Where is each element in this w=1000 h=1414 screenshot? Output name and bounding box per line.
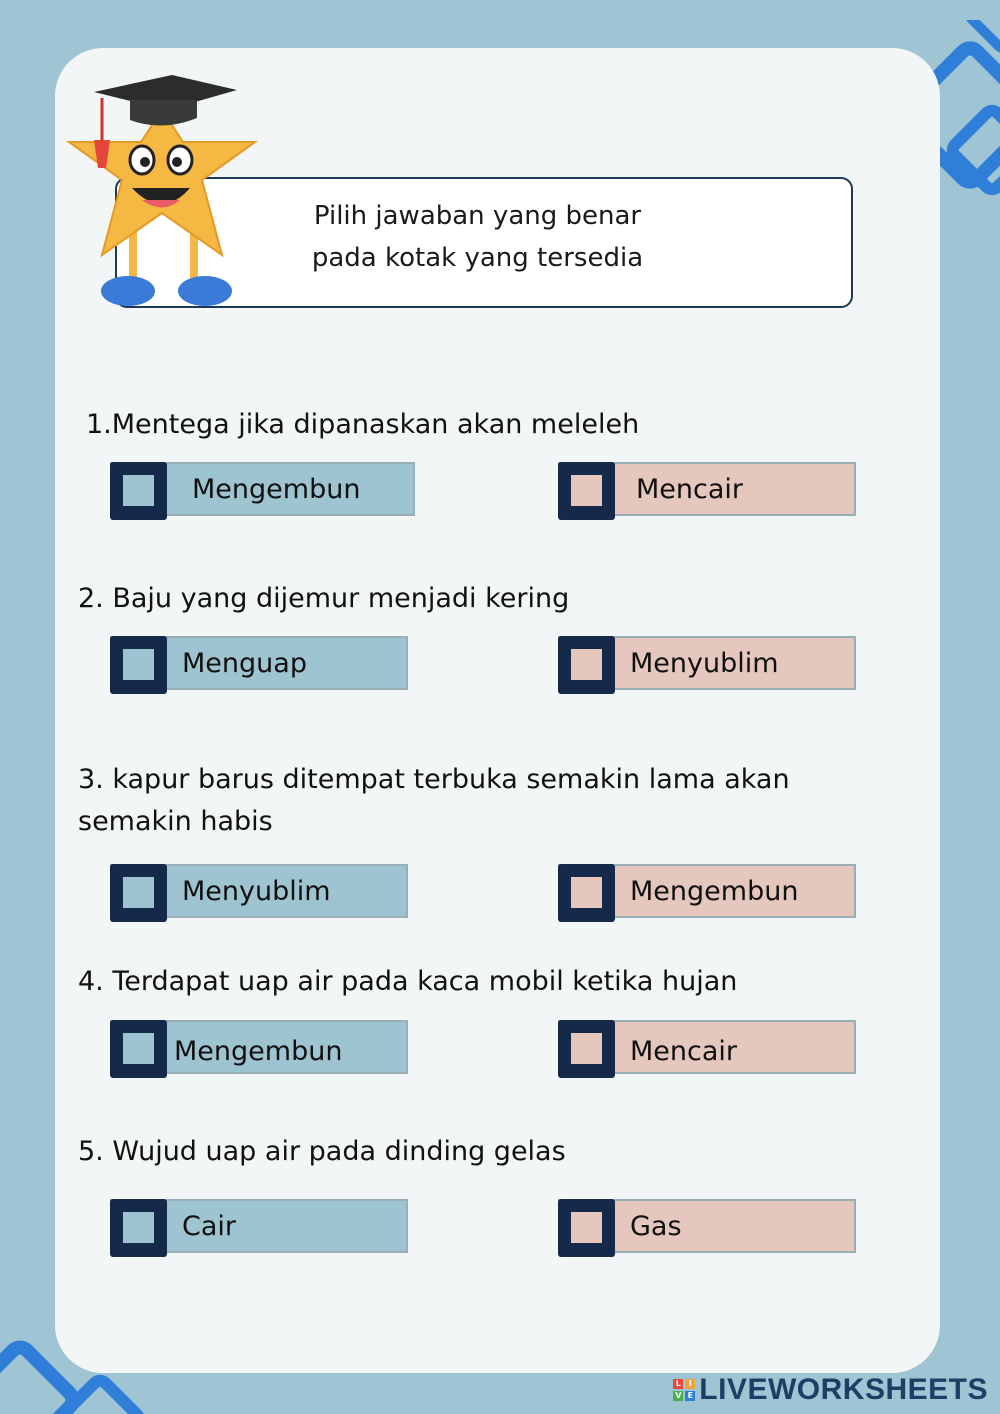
question-3-line-2: semakin habis xyxy=(78,806,273,837)
checkbox[interactable] xyxy=(558,1199,615,1257)
checkbox[interactable] xyxy=(110,864,167,922)
option-label: Mengembun xyxy=(174,1036,343,1067)
question-1-text: 1.Mentega jika dipanaskan akan meleleh xyxy=(86,409,640,440)
option-label: Menguap xyxy=(182,648,307,679)
checkbox[interactable] xyxy=(110,1199,167,1257)
checkbox[interactable] xyxy=(110,636,167,694)
option-label: Mengembun xyxy=(630,876,799,907)
checkbox[interactable] xyxy=(558,462,615,520)
q1-option-a[interactable] xyxy=(110,462,415,516)
liveworksheets-logo-icon: L I V E xyxy=(673,1379,695,1401)
question-3-line-1: 3. kapur barus ditempat terbuka semakin lama akan xyxy=(78,764,790,795)
graduation-cap-icon xyxy=(94,75,237,126)
q1-option-b[interactable] xyxy=(558,462,856,516)
brand-name: LIVEWORKSHEETS xyxy=(699,1373,988,1406)
liveworksheets-brand[interactable] xyxy=(673,1372,988,1408)
question-4-text: 4. Terdapat uap air pada kaca mobil ketika hujan xyxy=(78,966,738,997)
q4-option-a[interactable] xyxy=(110,1020,408,1074)
question-3-text xyxy=(78,759,838,843)
option-label: Menyublim xyxy=(630,648,779,679)
checkbox[interactable] xyxy=(558,864,615,922)
instruction-text xyxy=(250,195,705,279)
question-5-text: 5. Wujud uap air pada dinding gelas xyxy=(78,1136,566,1167)
option-label: Mencair xyxy=(630,1036,738,1067)
option-label: Cair xyxy=(182,1211,236,1242)
instruction-line-2: pada kotak yang tersedia xyxy=(311,243,644,273)
question-2-text: 2. Baju yang dijemur menjadi kering xyxy=(78,583,570,614)
option-label: Gas xyxy=(630,1211,682,1242)
q5-option-a[interactable] xyxy=(110,1199,408,1253)
option-label: Menyublim xyxy=(182,876,331,907)
option-label: Mengembun xyxy=(192,474,361,505)
checkbox[interactable] xyxy=(558,636,615,694)
q5-option-b[interactable] xyxy=(558,1199,856,1253)
q2-option-a[interactable] xyxy=(110,636,408,690)
checkbox[interactable] xyxy=(558,1020,615,1078)
q4-option-b[interactable] xyxy=(558,1020,856,1074)
option-label: Mencair xyxy=(636,474,744,505)
checkbox[interactable] xyxy=(110,462,167,520)
q3-option-a[interactable] xyxy=(110,864,408,918)
instruction-line-1: Pilih jawaban yang benar xyxy=(313,201,642,231)
q2-option-b[interactable] xyxy=(558,636,856,690)
star-mascot-icon xyxy=(62,70,262,315)
q3-option-b[interactable] xyxy=(558,864,856,918)
checkbox[interactable] xyxy=(110,1020,167,1078)
